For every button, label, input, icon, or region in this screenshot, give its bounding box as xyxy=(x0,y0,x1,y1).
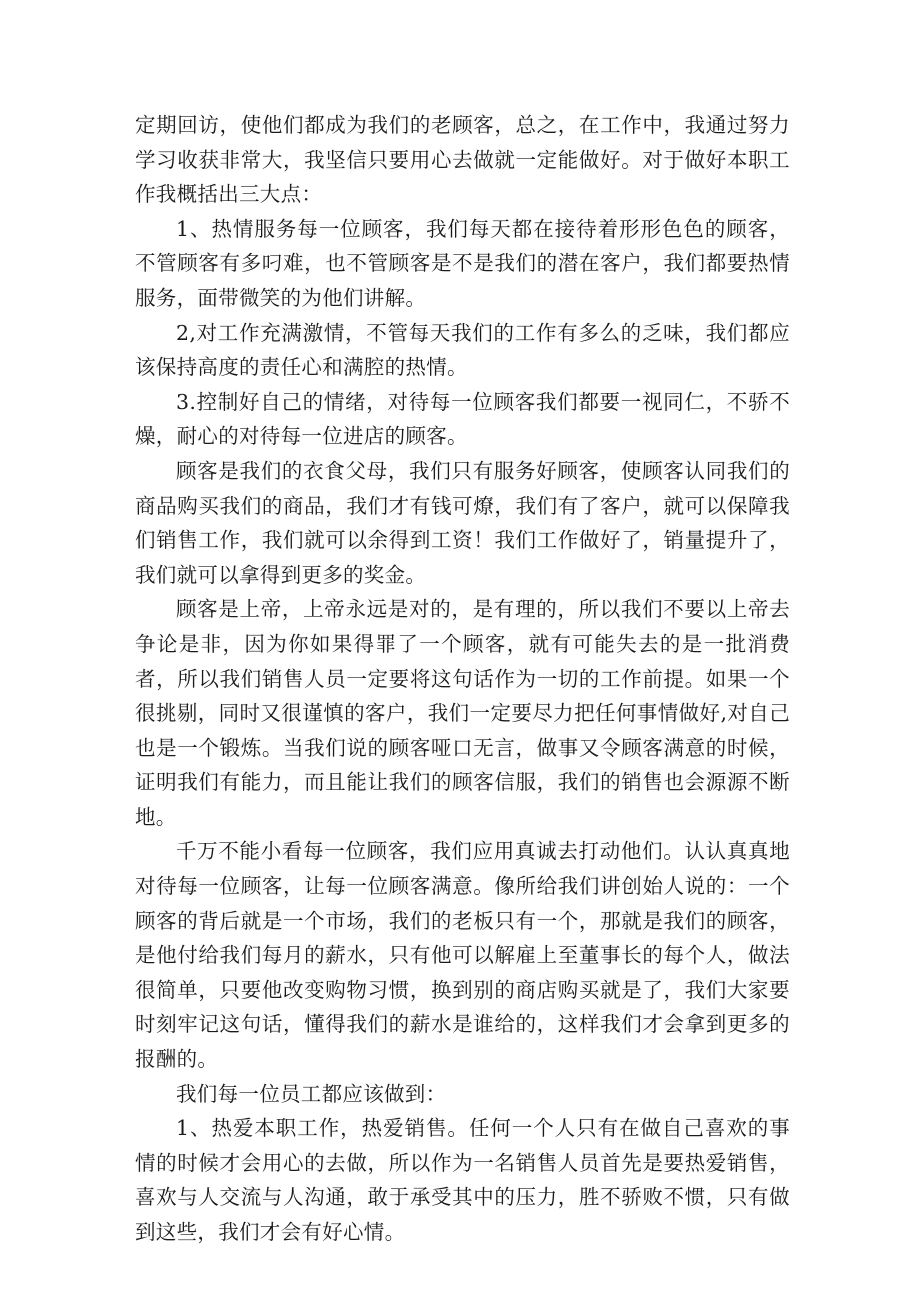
paragraph-8: 我们每一位员工都应该做到： xyxy=(176,1081,447,1106)
paragraph-2: 1、热情服务每一位顾客，我们每天都在接待着形形色色的顾客，不管顾客有多叼难，也不管顾客是不是我们的潜在客户，我们都要热情服务，面带微笑的为他们讲解。 xyxy=(135,216,790,310)
document-body xyxy=(135,108,790,1250)
paragraph-4: 3.控制好自己的情绪，对待每一位顾客我们都要一视同仁，不骄不燥，耐心的对待每一位进店的顾客。 xyxy=(135,389,790,449)
paragraph-3: 2,对工作充满激情，不管每天我们的工作有多么的乏味，我们都应该保持高度的责任心和满腔的热情。 xyxy=(135,320,790,380)
paragraph-5: 顾客是我们的衣食父母，我们只有服务好顾客，使顾客认同我们的商品购买我们的商品，我们才有钱可燎，我们有了客户，就可以保障我们销售工作，我们就可以余得到工资！我们工作做好了，销量提升了，我们就可以拿得到更多的奖金。 xyxy=(135,458,790,587)
paragraph-1: 定期回访，使他们都成为我们的老顾客，总之，在工作中，我通过努力学习收获非常大，我坚信只要用心去做就一定能做好。对于做好本职工作我概括出三大点： xyxy=(135,113,790,207)
paragraph-7: 千万不能小看每一位顾客，我们应用真诚去打动他们。认认真真地对待每一位顾客，让每一位顾客满意。像所给我们讲创始人说的：一个顾客的背后就是一个市场，我们的老板只有一个，那就是我们的顾客，是他付给我们每月的薪水，只有他可以解雇上至董事长的每个人，做法很简单，只要他改变购物习惯，换到别的商店购买就是了，我们大家要时刻牢记这句话，懂得我们的薪水是谁给的，这样我们才会拿到更多的报酬的。 xyxy=(135,839,790,1072)
paragraph-6: 顾客是上帝，上帝永远是对的，是有理的，所以我们不要以上帝去争论是非，因为你如果得罪了一个顾客，就有可能失去的是一批消费者，所以我们销售人员一定要将这句话作为一切的工作前提。如果一个很挑剔，同时又很谨慎的客户，我们一定要尽力把任何事情做好,对自己也是一个锻炼。当我们说的顾客哑口无言，做事又令顾客满意的时候，证明我们有能力，而且能让我们的顾客信服，我们的销售也会源源不断地。 xyxy=(135,597,790,829)
paragraph-9: 1、热爱本职工作，热爱销售。任何一个人只有在做自己喜欢的事情的时候才会用心的去做，所以作为一名销售人员首先是要热爱销售，喜欢与人交流与人沟通，敢于承受其中的压力，胜不骄败不惯，只有做到这些，我们才会有好心情。 xyxy=(135,1116,790,1244)
